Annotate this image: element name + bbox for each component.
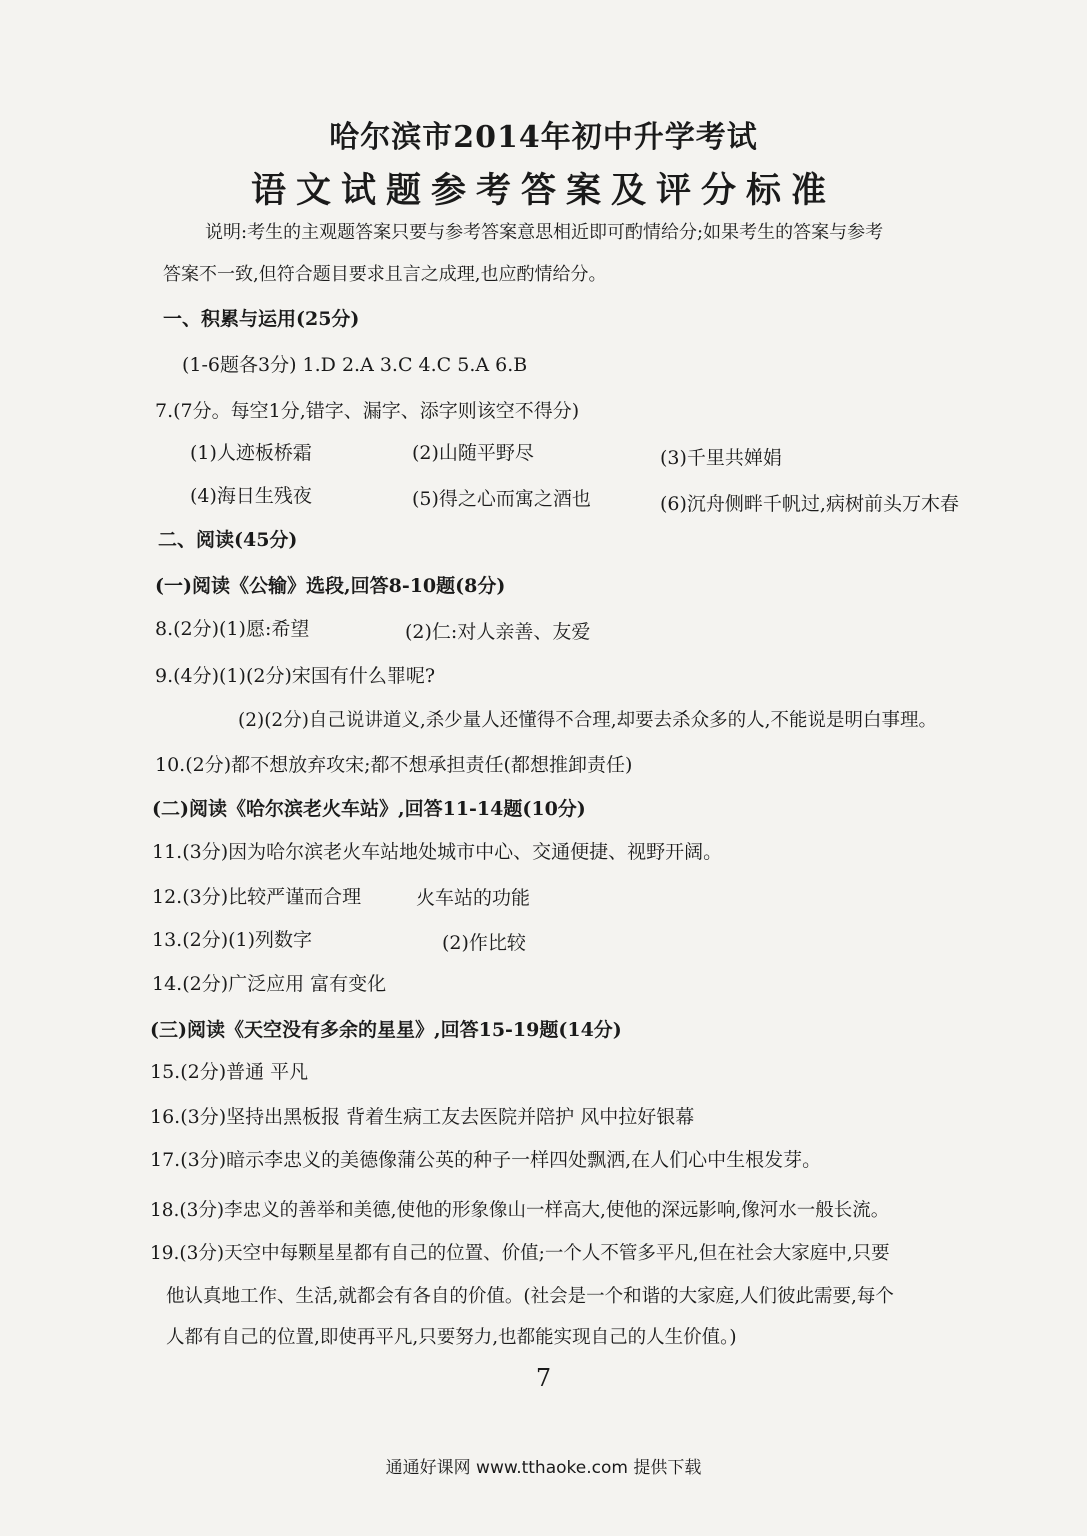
q7-answer-4: (4)海日生残夜 (190, 485, 312, 507)
q16-answer: 16.(3分)坚持出黑板报 背着生病工友去医院并陪护 风中拉好银幕 (150, 1106, 695, 1128)
q9-answer-1: 9.(4分)(1)(2分)宋国有什么罪呢? (155, 665, 436, 687)
q9-answer-2: (2)(2分)自己说讲道义,杀少量人还懂得不合理,却要去杀众多的人,不能说是明白事理。 (238, 710, 938, 731)
q13-answer-1: 13.(2分)(1)列数字 (152, 929, 313, 951)
note-line-1: 说明:考生的主观题答案只要与参考答案意思相近即可酌情给分;如果考生的答案与参考 (205, 222, 884, 243)
footer-credit: 通通好课网 www.tthaoke.com 提供下载 (385, 1458, 702, 1478)
q7-answer-5: (5)得之心而寓之酒也 (412, 488, 591, 510)
section1-heading: (一)阅读《公输》选段,回答8-10题(8分) (155, 575, 506, 597)
part1-heading: 一、积累与运用(25分) (163, 308, 360, 330)
page-title: 哈尔滨市2014年初中升学考试 (329, 120, 758, 155)
q12-answer-1: 12.(3分)比较严谨而合理 (152, 886, 362, 908)
q10-answer: 10.(2分)都不想放弃攻宋;都不想承担责任(都想推卸责任) (155, 754, 633, 776)
q11-answer: 11.(3分)因为哈尔滨老火车站地处城市中心、交通便捷、视野开阔。 (152, 841, 723, 863)
q19-answer-line-3: 人都有自己的位置,即使再平凡,只要努力,也都能实现自己的人生价值。) (166, 1327, 737, 1348)
q13-answer-2: (2)作比较 (442, 932, 526, 954)
page-subtitle: 语文试题参考答案及评分标准 (250, 170, 836, 211)
q7-answer-2: (2)山随平野尽 (412, 442, 534, 464)
q8-answer-2: (2)仁:对人亲善、友爱 (405, 621, 591, 643)
q18-answer: 18.(3分)李忠义的善举和美德,使他的形象像山一样高大,使他的深远影响,像河水一般长流。 (150, 1200, 890, 1221)
q7-answer-6: (6)沉舟侧畔千帆过,病树前头万木春 (660, 493, 959, 515)
q7-answer-3: (3)千里共婵娟 (660, 447, 782, 469)
q7-heading: 7.(7分。每空1分,错字、漏字、添字则该空不得分) (155, 400, 580, 422)
note-line-2: 答案不一致,但符合题目要求且言之成理,也应酌情给分。 (163, 264, 607, 285)
q17-answer: 17.(3分)暗示李忠义的美德像蒲公英的种子一样四处飘洒,在人们心中生根发芽。 (150, 1149, 822, 1171)
q19-answer-line-2: 他认真地工作、生活,就都会有各自的价值。(社会是一个和谐的大家庭,人们彼此需要,每个 (166, 1286, 894, 1307)
q19-answer-line-1: 19.(3分)天空中每颗星星都有自己的位置、价值;一个人不管多平凡,但在社会大家庭中,只要 (150, 1243, 890, 1264)
section2-heading: (二)阅读《哈尔滨老火车站》,回答11-14题(10分) (152, 798, 586, 820)
q8-answer-1: 8.(2分)(1)愿:希望 (155, 618, 310, 640)
page-number: 7 (535, 1364, 552, 1392)
q12-answer-2: 火车站的功能 (416, 887, 531, 909)
mc-answers: (1-6题各3分) 1.D 2.A 3.C 4.C 5.A 6.B (182, 354, 528, 376)
q15-answer: 15.(2分)普通 平凡 (150, 1061, 309, 1083)
section3-heading: (三)阅读《天空没有多余的星星》,回答15-19题(14分) (150, 1019, 622, 1041)
q14-answer: 14.(2分)广泛应用 富有变化 (152, 973, 387, 995)
q7-answer-1: (1)人迹板桥霜 (190, 442, 312, 464)
part2-heading: 二、阅读(45分) (158, 529, 298, 551)
